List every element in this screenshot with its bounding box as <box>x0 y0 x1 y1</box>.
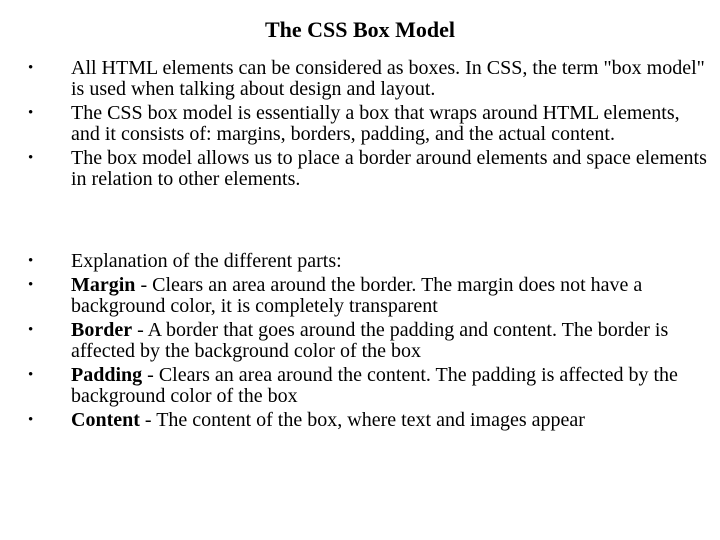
list-item <box>28 148 708 190</box>
term-content: Content <box>71 409 140 431</box>
bullet-icon: • <box>28 322 34 338</box>
list-item <box>28 58 708 100</box>
parts-heading: Explanation of the different parts: <box>71 250 342 272</box>
list-item <box>28 275 708 317</box>
intro-bullet-list <box>28 58 708 193</box>
term-description: - The content of the box, where text and images appear <box>139 409 585 431</box>
list-item <box>28 103 708 145</box>
bullet-icon: • <box>28 60 34 76</box>
list-item <box>28 251 708 272</box>
parts-bullet-list <box>28 251 708 434</box>
list-item <box>28 365 708 407</box>
term-description: - A border that goes around the padding and content. The border is affected by the background color of the box <box>71 319 669 362</box>
bullet-icon: • <box>28 150 34 166</box>
bullet-icon: • <box>28 367 34 383</box>
term-padding: Padding <box>71 364 143 386</box>
bullet-text: All HTML elements can be considered as boxes. In CSS, the term "box model" is used when talking about design and layout. <box>71 57 705 100</box>
bullet-text: The box model allows us to place a border around elements and space elements in relation to other elements. <box>71 147 707 190</box>
term-border: Border <box>71 319 133 341</box>
bullet-icon: • <box>28 253 34 269</box>
term-description: - Clears an area around the border. The margin does not have a background color, it is completely transparent <box>71 274 643 317</box>
list-item <box>28 320 708 362</box>
bullet-text: The CSS box model is essentially a box that wraps around HTML elements, and it consists of: margins, borders, padding, and the actual content. <box>71 102 680 145</box>
bullet-icon: • <box>28 412 34 428</box>
term-description: - Clears an area around the content. The padding is affected by the background color of the box <box>71 364 678 407</box>
slide-title: The CSS Box Model <box>264 17 456 42</box>
bullet-icon: • <box>28 105 34 121</box>
list-item <box>28 410 708 431</box>
term-margin: Margin <box>71 274 136 296</box>
bullet-icon: • <box>28 277 34 293</box>
